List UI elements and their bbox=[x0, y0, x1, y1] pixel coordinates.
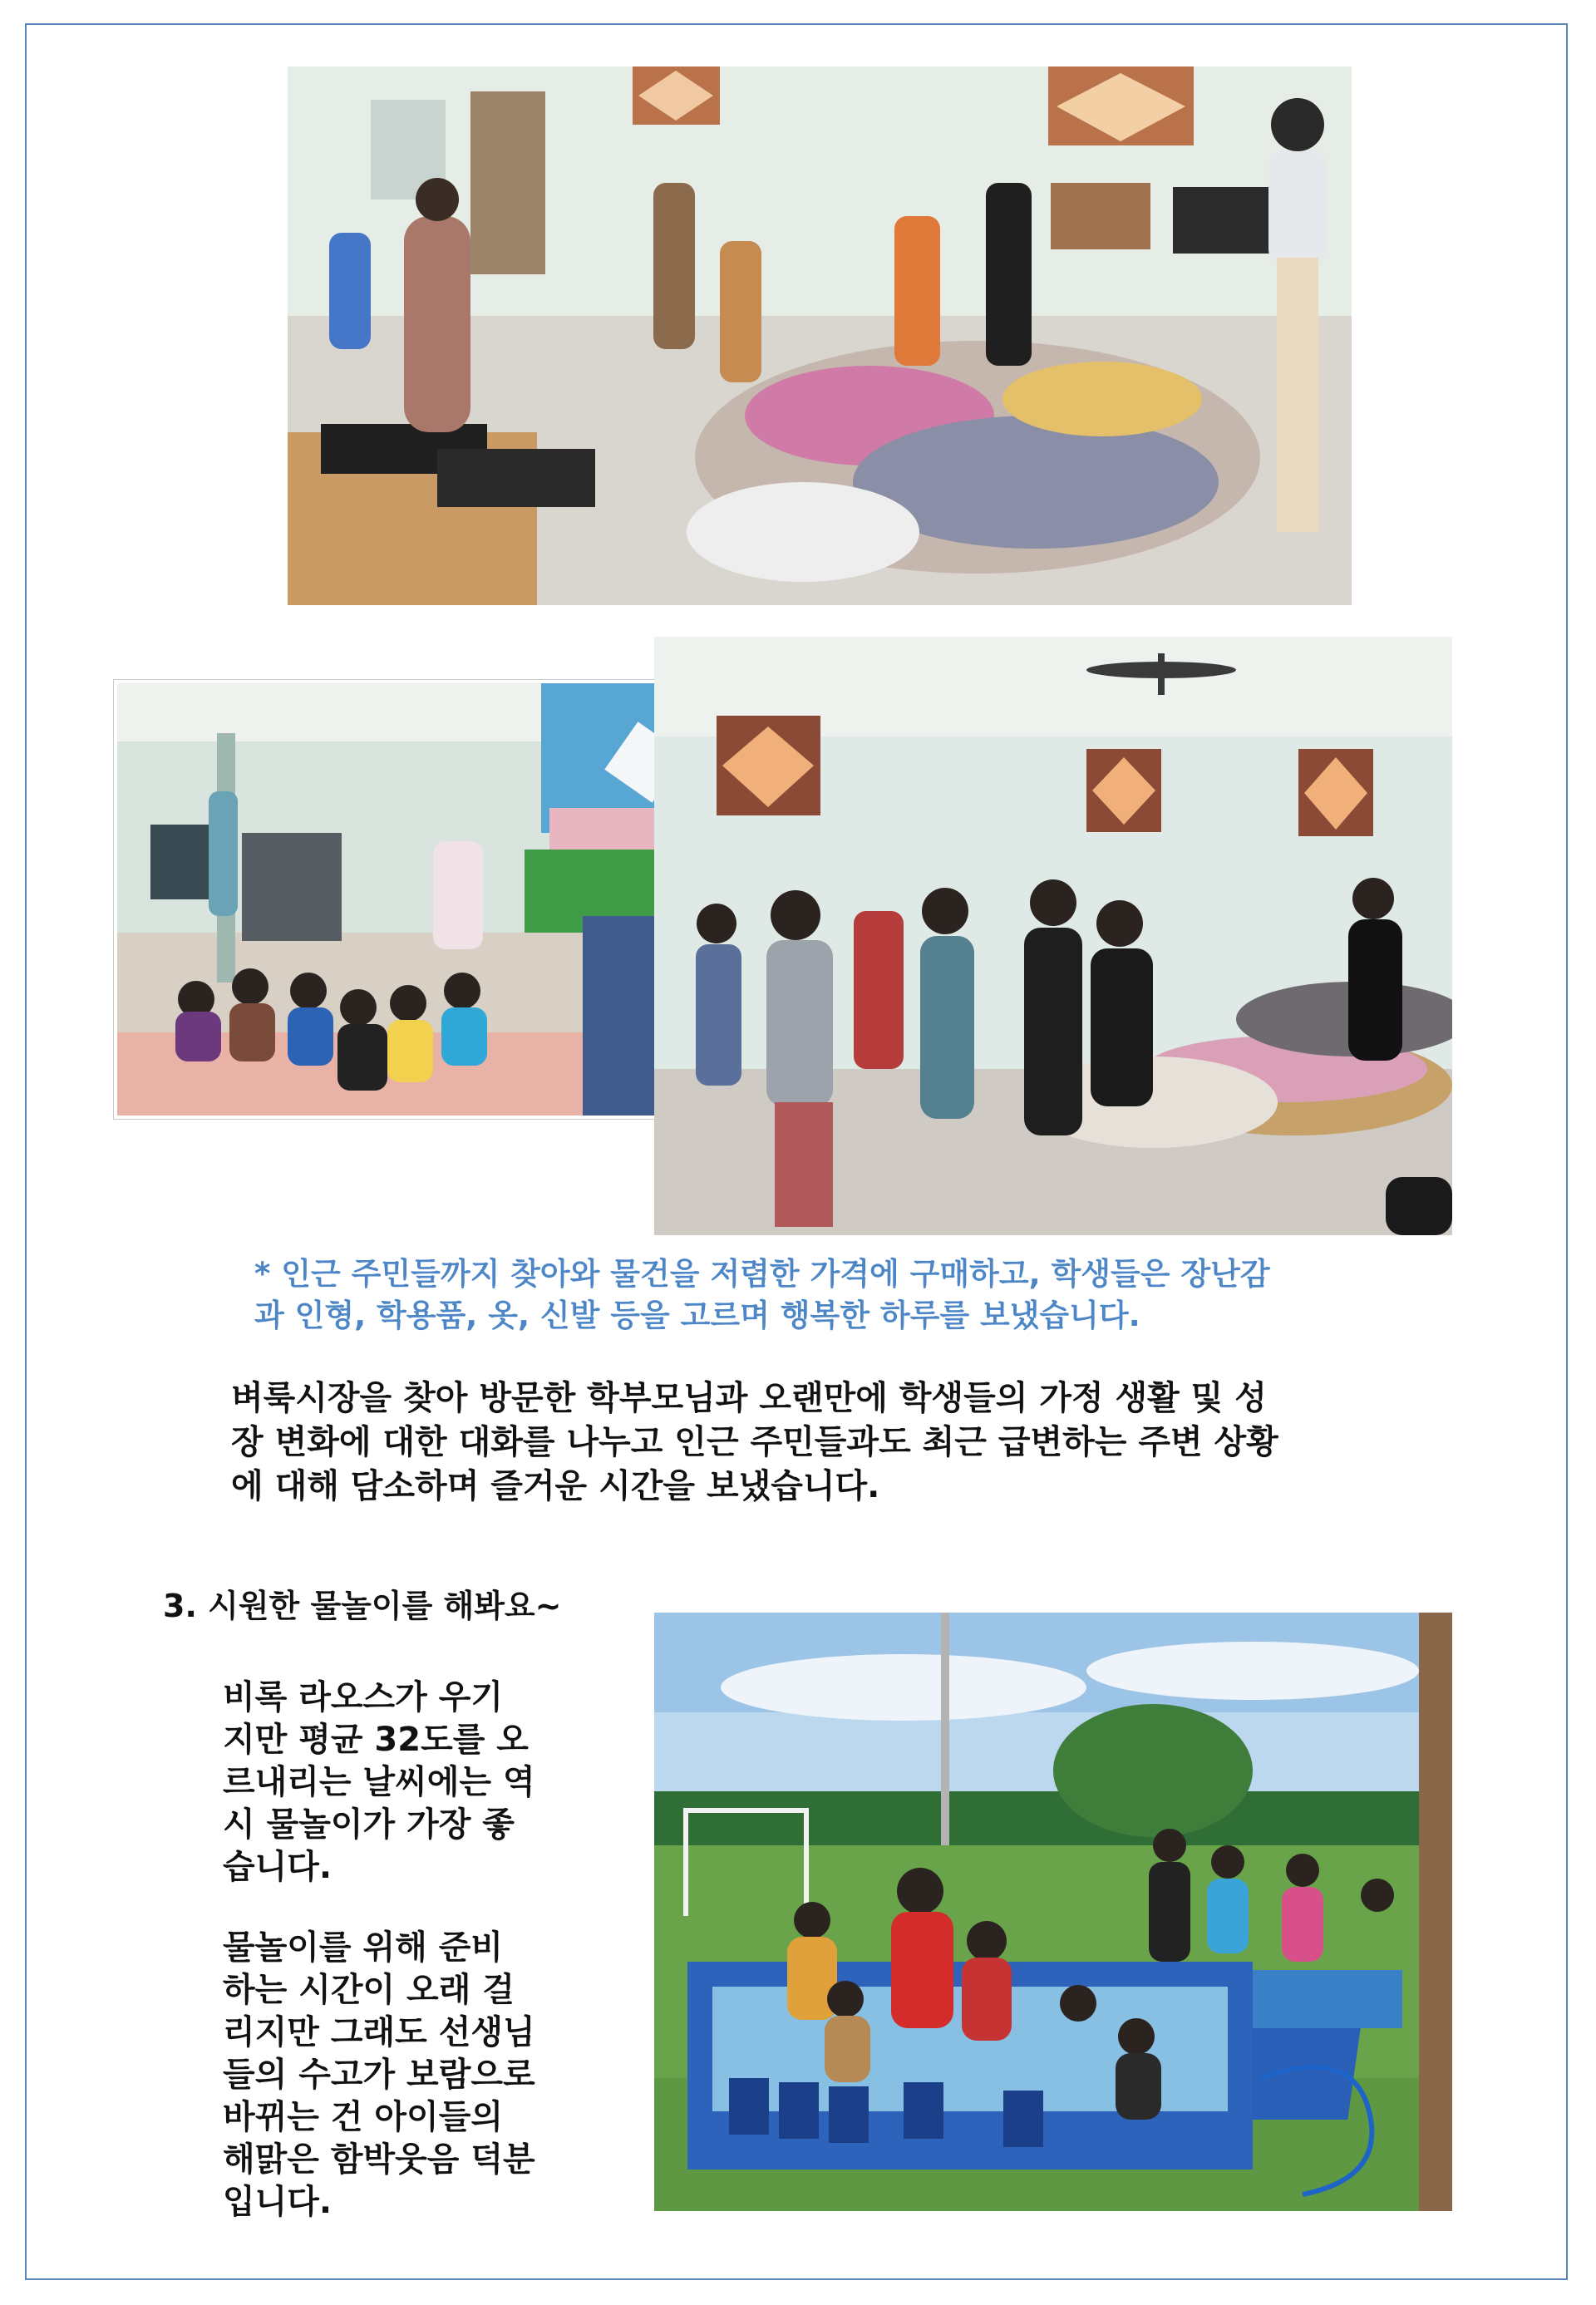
body-line-1: 벼룩시장을 찾아 방문한 학부모님과 오랜만에 학생들의 가정 생활 및 성 bbox=[231, 1379, 1267, 1417]
photo-market-tables bbox=[654, 637, 1452, 1235]
flea-market-paragraph bbox=[231, 1377, 1420, 1509]
water-play-paragraph-2 bbox=[223, 1927, 589, 2224]
para2-line-5: 바뀌는 건 아이들의 bbox=[223, 2098, 503, 2136]
photo-water-play bbox=[654, 1613, 1452, 2211]
para1-line-5: 습니다. bbox=[223, 1848, 332, 1886]
photo-caption bbox=[254, 1253, 1401, 1337]
para2-line-1: 물놀이를 위해 준비 bbox=[223, 1928, 503, 1967]
photo-children-seated bbox=[114, 680, 694, 1119]
water-play-scene bbox=[654, 1613, 1452, 2211]
para2-line-2: 하는 시간이 오래 걸 bbox=[223, 1971, 515, 2009]
caption-line-2: 과 인형, 학용품, 옷, 신발 등을 고르며 행복한 하루를 보냈습니다. bbox=[254, 1298, 1140, 1333]
para2-line-4: 들의 수고가 보람으로 bbox=[223, 2056, 535, 2094]
water-play-paragraph-1 bbox=[223, 1677, 589, 1889]
market-hall-scene bbox=[288, 66, 1352, 605]
section-heading: 3. 시원한 물놀이를 해봐요~ bbox=[163, 1588, 562, 1624]
body-line-3: 에 대해 담소하며 즐거운 시간을 보냈습니다. bbox=[231, 1467, 880, 1505]
para2-line-6: 해맑은 함박웃음 덕분 bbox=[223, 2140, 535, 2179]
caption-line-1: * 인근 주민들까지 찾아와 물건을 저렴한 가격에 구매하고, 학생들은 장난감 bbox=[254, 1256, 1270, 1292]
para1-line-2: 지만 평균 32도를 오 bbox=[223, 1721, 529, 1759]
market-tables-scene bbox=[654, 637, 1452, 1235]
photo-market-hall bbox=[288, 66, 1352, 605]
para2-line-7: 입니다. bbox=[223, 2183, 332, 2221]
children-seated-scene bbox=[117, 683, 691, 1116]
para1-line-1: 비록 라오스가 우기 bbox=[223, 1678, 503, 1716]
para1-line-3: 르내리는 날씨에는 역 bbox=[223, 1763, 535, 1801]
body-line-2: 장 변화에 대한 대화를 나누고 인근 주민들과도 최근 급변하는 주변 상황 bbox=[231, 1423, 1278, 1461]
para1-line-4: 시 물놀이가 가장 좋 bbox=[223, 1805, 515, 1844]
para2-line-3: 리지만 그래도 선생님 bbox=[223, 2013, 535, 2051]
